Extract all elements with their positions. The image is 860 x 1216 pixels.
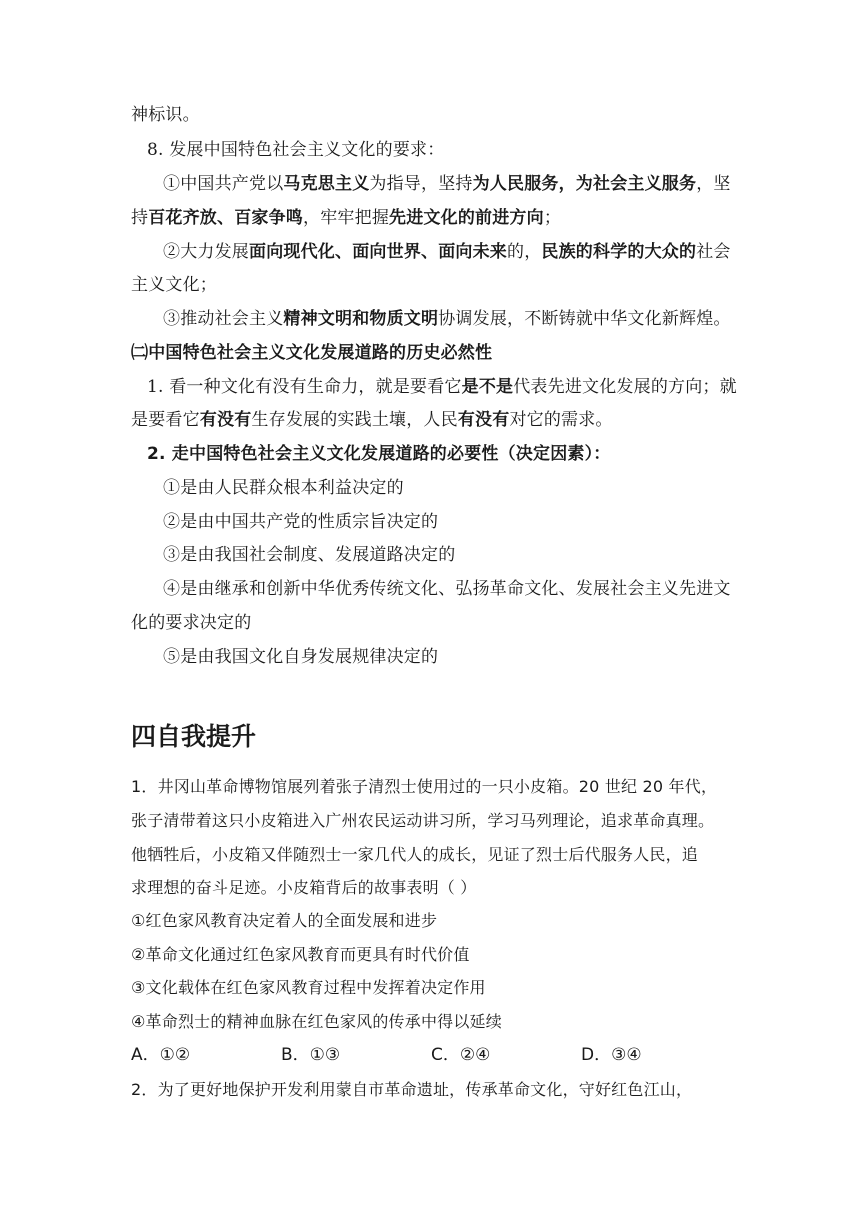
option-b[interactable]: B．①③: [281, 1045, 341, 1065]
statement-item: ④革命烈士的精神血脉在红色家风的传承中得以延续: [131, 1012, 502, 1031]
option-a[interactable]: A．①②: [131, 1045, 191, 1065]
question-1-line: 求理想的奋斗足迹。小皮箱背后的故事表明（ ）: [131, 878, 477, 897]
requirement-1-line2: 持百花齐放、百家争鸣，牢牢把握先进文化的前进方向；: [131, 208, 562, 228]
requirement-2-line2: 主义文化；: [131, 275, 217, 295]
statement-item: ②革命文化通过红色家风教育而更具有时代价值: [131, 945, 470, 964]
section-4-heading: 四自我提升: [131, 722, 257, 751]
requirement-3: ③推动社会主义精神文明和物质文明协调发展，不断铸就中华文化新辉煌。: [163, 309, 731, 329]
reason-item: ②是由中国共产党的性质宗旨决定的: [163, 512, 439, 532]
reason-item: ③是由我国社会制度、发展道路决定的: [163, 545, 456, 565]
point-1-line1: 1. 看一种文化有没有生命力，就是要看它是不是代表先进文化发展的方向；就: [147, 377, 737, 397]
requirement-2-line1: ②大力发展面向现代化、面向世界、面向未来的，民族的科学的大众的社会: [163, 242, 731, 262]
point-1-line2: 是要看它有没有生存发展的实践土壤，人民有没有对它的需求。: [131, 410, 613, 430]
continuation-line: 神标识。: [131, 105, 200, 125]
requirement-1-line1: ①中国共产党以马克思主义为指导，坚持为人民服务，为社会主义服务，坚: [163, 174, 731, 194]
question-1-line: 他牺牲后，小皮箱又伴随烈士一家几代人的成长，见证了烈士后代服务人民，追: [131, 845, 699, 864]
option-d[interactable]: D．③④: [581, 1045, 642, 1065]
statement-item: ①红色家风教育决定着人的全面发展和进步: [131, 911, 438, 930]
statement-item: ③文化载体在红色家风教育过程中发挥着决定作用: [131, 978, 486, 997]
point-2-title: 2. 走中国特色社会主义文化发展道路的必要性（决定因素）：: [147, 444, 611, 464]
question-1-line: 1．井冈山革命博物馆展列着张子清烈士使用过的一只小皮箱。20 世纪 20 年代，: [131, 777, 718, 796]
subsection-2-title: ㈡中国特色社会主义文化发展道路的历史必然性: [131, 343, 493, 363]
reason-item: ⑤是由我国文化自身发展规律决定的: [163, 647, 439, 667]
reason-item: ①是由人民群众根本利益决定的: [163, 478, 404, 498]
item-8-title: 8. 发展中国特色社会主义文化的要求：: [147, 140, 445, 160]
question-1-line: 张子清带着这只小皮箱进入广州农民运动讲习所，学习马列理论，追求革命真理。: [131, 811, 715, 830]
option-c[interactable]: C．②④: [431, 1045, 491, 1065]
question-2-line: 2．为了更好地保护开发利用蒙自市革命遗址，传承革命文化，守好红色江山，: [131, 1080, 693, 1099]
reason-item-cont: 化的要求决定的: [131, 613, 252, 633]
reason-item: ④是由继承和创新中华优秀传统文化、弘扬革命文化、发展社会主义先进文: [163, 579, 731, 599]
